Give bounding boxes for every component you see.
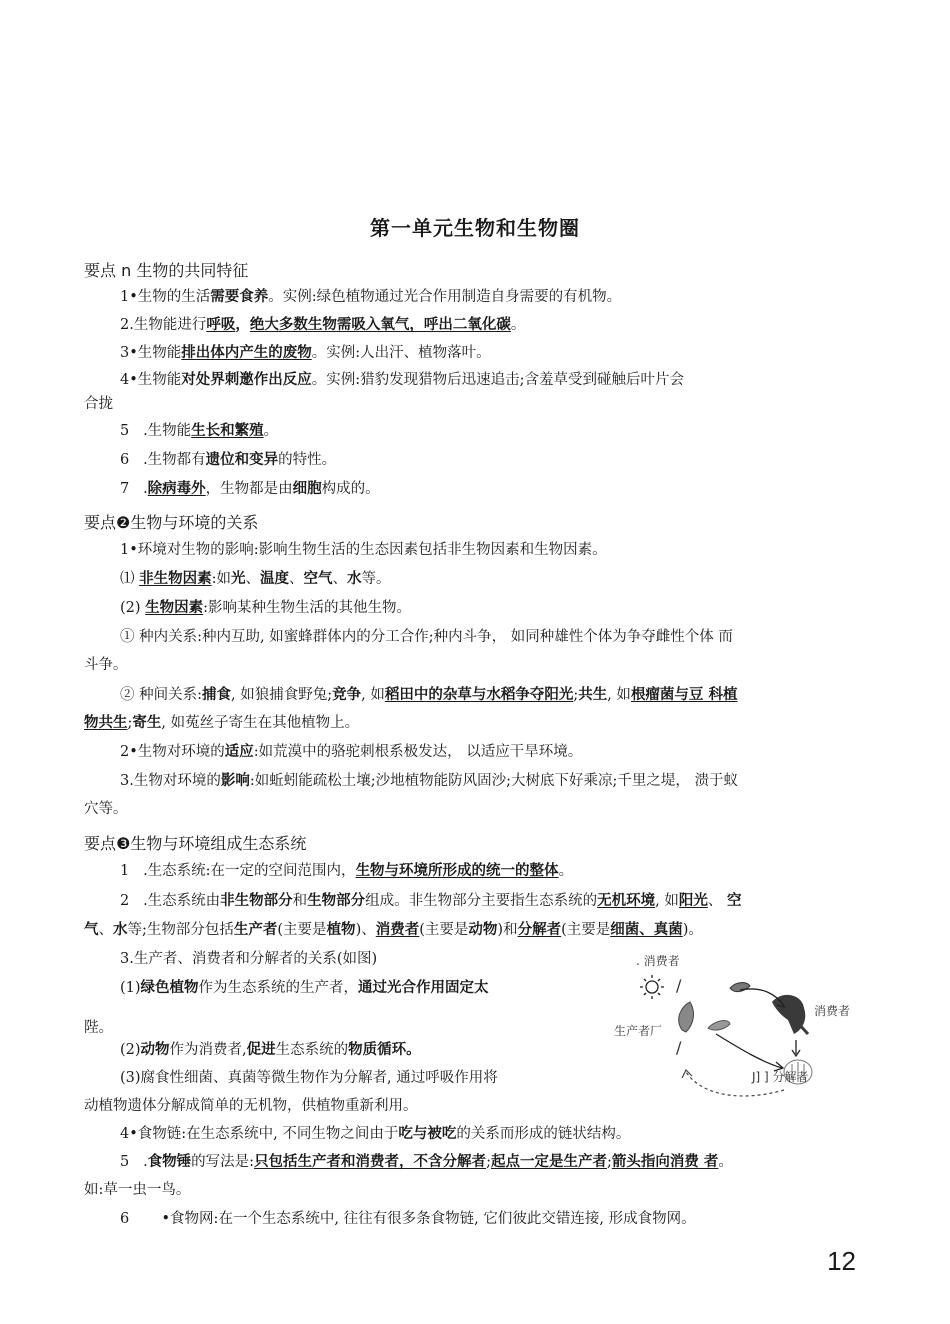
- text: 1•生物的生活: [120, 289, 211, 305]
- text: 的关系而形成的链状结构。: [456, 1126, 631, 1142]
- key-term: 竞争: [332, 687, 362, 703]
- key-term: 动物: [140, 1042, 170, 1058]
- key-term: 细胞: [292, 481, 322, 497]
- text: 4•食物链:在生态系统中, 不同生物之间由于: [120, 1126, 399, 1142]
- key-term: 遗位和变异: [205, 452, 279, 468]
- text: (主要是: [419, 922, 469, 938]
- text: (1): [120, 980, 141, 996]
- text: 、: [332, 571, 347, 587]
- text: .生物能: [143, 423, 192, 439]
- text: , 如: [655, 893, 679, 909]
- s3-line9: [120, 1209, 696, 1229]
- text: 。: [718, 1154, 733, 1170]
- key-term: 生物部分: [307, 893, 366, 909]
- caterpillar-icon: [708, 1021, 730, 1031]
- text: .: [143, 1154, 148, 1170]
- key-term: 适应: [224, 744, 254, 760]
- text: 、: [245, 571, 260, 587]
- item-number: 6: [120, 1211, 130, 1227]
- label-producer: 生产者厂: [614, 1024, 663, 1038]
- s2-line3: [120, 598, 411, 618]
- text: 2•生物对环境的: [120, 744, 225, 760]
- text: 。: [263, 423, 279, 439]
- text: , 如: [361, 687, 385, 703]
- s3-line2: [120, 891, 742, 911]
- s2-line5: [120, 685, 738, 705]
- label-consumer-top: . 消费者: [636, 954, 680, 968]
- key-term: 消费者: [375, 922, 420, 938]
- key-term: 起点一定是生产者: [490, 1154, 607, 1170]
- slash-mark-2: /: [676, 1038, 682, 1057]
- s3-line8-cont: 如:草一虫一鸟。: [84, 1182, 191, 1198]
- s1-line4: [120, 370, 684, 390]
- s3-line4: [120, 978, 489, 998]
- key-term: 非生物部分: [220, 893, 293, 909]
- s2-line4: ① 种内关系:种内互助, 如蜜蜂群体内的分工合作;种内斗争， 如同种雄性个体为争夺雌性个体 而: [120, 629, 733, 645]
- s2-line1: 1•环境对生物的影响:影响生物生活的生态因素包括非生物因素和生物因素。: [120, 542, 607, 558]
- text: 、: [707, 893, 727, 909]
- key-term: 水: [347, 571, 362, 587]
- key-term: 动物: [468, 922, 498, 938]
- key-term: 水: [113, 922, 128, 938]
- s3-line6-cont: 动植物遗体分解成简单的无机物，供植物重新利用。: [84, 1098, 418, 1114]
- text: ;: [573, 687, 579, 703]
- key-term: 空气: [303, 571, 333, 587]
- key-term: 需要食养: [210, 289, 269, 305]
- page-title: 第一单元生物和生物圈: [370, 216, 580, 240]
- text: (2): [120, 600, 146, 616]
- item-number: 2: [120, 893, 130, 909]
- s3-line6: (3)腐食性细菌、真菌等微生物作为分解者, 通过呼吸作用将: [120, 1070, 498, 1086]
- text: , 如狼捕食野兔;: [231, 687, 333, 703]
- key-term: 寄生: [132, 715, 162, 731]
- key-term: 非生物因素: [139, 571, 212, 587]
- s3-line2-cont: [84, 920, 703, 940]
- key-term: 绿色植物: [140, 980, 199, 996]
- text: 。实例:绿色植物通过光合作用制造自身需要的有机物。: [268, 289, 622, 305]
- text: .生态系统由: [143, 893, 221, 909]
- text: 、: [289, 571, 304, 587]
- sun-icon: [640, 975, 664, 999]
- text: 的写法是:: [191, 1154, 255, 1170]
- item-number: 7: [120, 481, 130, 497]
- s3-line5: [120, 1040, 421, 1060]
- s2-line5-cont: [84, 713, 359, 733]
- s2-line6: [120, 742, 582, 762]
- text: , 如菟丝子寄生在其他植物上。: [161, 715, 360, 731]
- key-term: 温度: [260, 571, 289, 587]
- key-term: 呼吸: [206, 317, 236, 333]
- text: 3.生物对环境的: [120, 773, 221, 789]
- text: :如荒漠中的骆驼刺根系极发达， 以适应干旱环境。: [253, 744, 583, 760]
- text: ;: [127, 715, 133, 731]
- text: 作为消费者,: [169, 1042, 247, 1058]
- key-term: 除病毒外: [147, 481, 206, 497]
- s2-line7: [120, 771, 738, 791]
- text: ⑴: [120, 571, 140, 587]
- item-number: 1: [120, 863, 130, 879]
- key-term: 箭头指向消费 者: [611, 1154, 719, 1170]
- item-number: 5: [120, 423, 130, 439]
- section2-heading: 要点❷生物与环境的关系: [84, 513, 259, 532]
- text: 、: [98, 922, 113, 938]
- text: ，: [235, 317, 250, 333]
- text: 生态系统的: [275, 1042, 349, 1058]
- key-term: 根瘤菌与豆 科植: [630, 687, 738, 703]
- text: 。实例:人出汗、植物落叶。: [311, 345, 491, 361]
- text: ;: [486, 1154, 491, 1170]
- text: ;: [606, 1154, 612, 1170]
- s1-line5: [120, 421, 278, 441]
- text: 2.生物能进行: [120, 317, 207, 333]
- key-term: 共生: [578, 687, 608, 703]
- s3-line8: [120, 1152, 733, 1172]
- s2-line4-cont: 斗争。: [84, 657, 128, 673]
- text: 的特性。: [278, 452, 337, 468]
- s1-line2: [120, 315, 525, 335]
- text: 。: [510, 317, 526, 333]
- s1-line3: [120, 343, 491, 363]
- text: (2): [120, 1042, 141, 1058]
- key-term: 通过光合作用固定太: [358, 980, 489, 996]
- s2-line2: [120, 569, 391, 589]
- key-term: 促进: [246, 1042, 276, 1058]
- slash-mark-1: /: [676, 976, 682, 995]
- bird-icon: [772, 995, 808, 1034]
- text: 。: [558, 863, 574, 879]
- text: 和: [292, 893, 308, 909]
- page-number: 12: [827, 1246, 856, 1276]
- s3-line3: 3.生产者、消费者和分解者的关系(如图): [120, 951, 378, 967]
- text: )、: [355, 922, 376, 938]
- text: .生物都有: [143, 452, 206, 468]
- text: (主要是: [561, 922, 611, 938]
- s2-line7-cont: 穴等。: [84, 801, 128, 817]
- text: :如: [211, 571, 231, 587]
- section3-heading: 要点❸生物与环境组成生态系统: [84, 834, 307, 853]
- key-term: 物质循环。: [348, 1042, 421, 1058]
- label-consumer-right: 消费者: [814, 1004, 851, 1018]
- insect-icon: [730, 983, 750, 992]
- key-term: 光: [231, 571, 246, 587]
- item-number: 6: [120, 452, 130, 468]
- key-term: 气: [84, 922, 99, 938]
- key-term: 物共生: [84, 715, 128, 731]
- s1-line6: [120, 450, 336, 470]
- key-term: 空: [727, 893, 742, 909]
- text: 等;生物部分包括: [127, 922, 234, 938]
- text: •食物网:在一个生态系统中, 往往有很多条食物链, 它们彼此交错连接, 形成食物网。: [161, 1211, 696, 1227]
- s3-line7: [120, 1124, 630, 1144]
- key-term: 捕食: [202, 687, 231, 703]
- s1-line1: [120, 287, 621, 307]
- text: ，生物都是由: [205, 481, 293, 497]
- text: :如蚯蚓能疏松土壤;沙地植物能防风固沙;大树底下好乘凉;千里之堤， 溃于蚁: [249, 773, 738, 789]
- key-term: 影响: [220, 773, 250, 789]
- text: 。实例:猎豹发现猎物后迅速追击;含羞草受到碰触后叶片会: [311, 372, 685, 388]
- key-term: 稻田中的杂草与水稻争夺阳光: [384, 687, 574, 703]
- key-term: 生物与环境所形成的统一的整体: [355, 863, 559, 879]
- text: .: [143, 481, 148, 497]
- s1-line7: [120, 479, 380, 499]
- key-term: 生物因素: [145, 600, 204, 616]
- key-term: 生产者: [233, 922, 278, 938]
- key-term: 细菌、真菌: [610, 922, 683, 938]
- s3-line1: [120, 861, 573, 881]
- s3-line4-cont: 陛。: [84, 1020, 113, 1036]
- key-term: 绝大多数生物需吸入氧气，呼出二氧化碳: [249, 317, 511, 333]
- text: 作为生态系统的生产者，: [198, 980, 359, 996]
- key-term: 分解者: [517, 922, 562, 938]
- key-term: 吃与被吃: [398, 1126, 457, 1142]
- text: 组成。非生物部分主要指生态系统的: [365, 893, 598, 909]
- key-term: 阳光: [678, 893, 708, 909]
- s1-line4-cont: 合拢: [84, 396, 113, 412]
- text: )。: [682, 922, 703, 938]
- key-term: 对处界刺邀作出反应: [181, 372, 312, 388]
- text: 等。: [361, 571, 391, 587]
- ecosystem-diagram: [612, 950, 872, 1105]
- leaf-icon: [679, 1002, 694, 1032]
- text: :影响某种生物生活的其他生物。: [203, 600, 412, 616]
- text: , 如: [607, 687, 631, 703]
- key-term: 只包括生产者和消费者，不含分解者: [254, 1154, 487, 1170]
- text: )和: [497, 922, 518, 938]
- text: ② 种间关系:: [120, 687, 202, 703]
- key-term: 无机环境: [597, 893, 656, 909]
- text: (主要是: [277, 922, 327, 938]
- key-term: 排出体内产生的废物: [181, 345, 312, 361]
- key-term: 食物锤: [147, 1154, 192, 1170]
- label-decomposer: J] ] 分解者: [752, 1070, 809, 1084]
- key-term: 生长和繁殖: [191, 423, 264, 439]
- text: 构成的。: [321, 481, 380, 497]
- text: 3•生物能: [120, 345, 182, 361]
- text: .生态系统:在一定的空间范围内，: [143, 863, 356, 879]
- text: 4•生物能: [120, 372, 182, 388]
- item-number: 5: [120, 1154, 130, 1170]
- key-term: 植物: [326, 922, 356, 938]
- section1-heading: 要点 n 生物的共同特征: [84, 261, 249, 280]
